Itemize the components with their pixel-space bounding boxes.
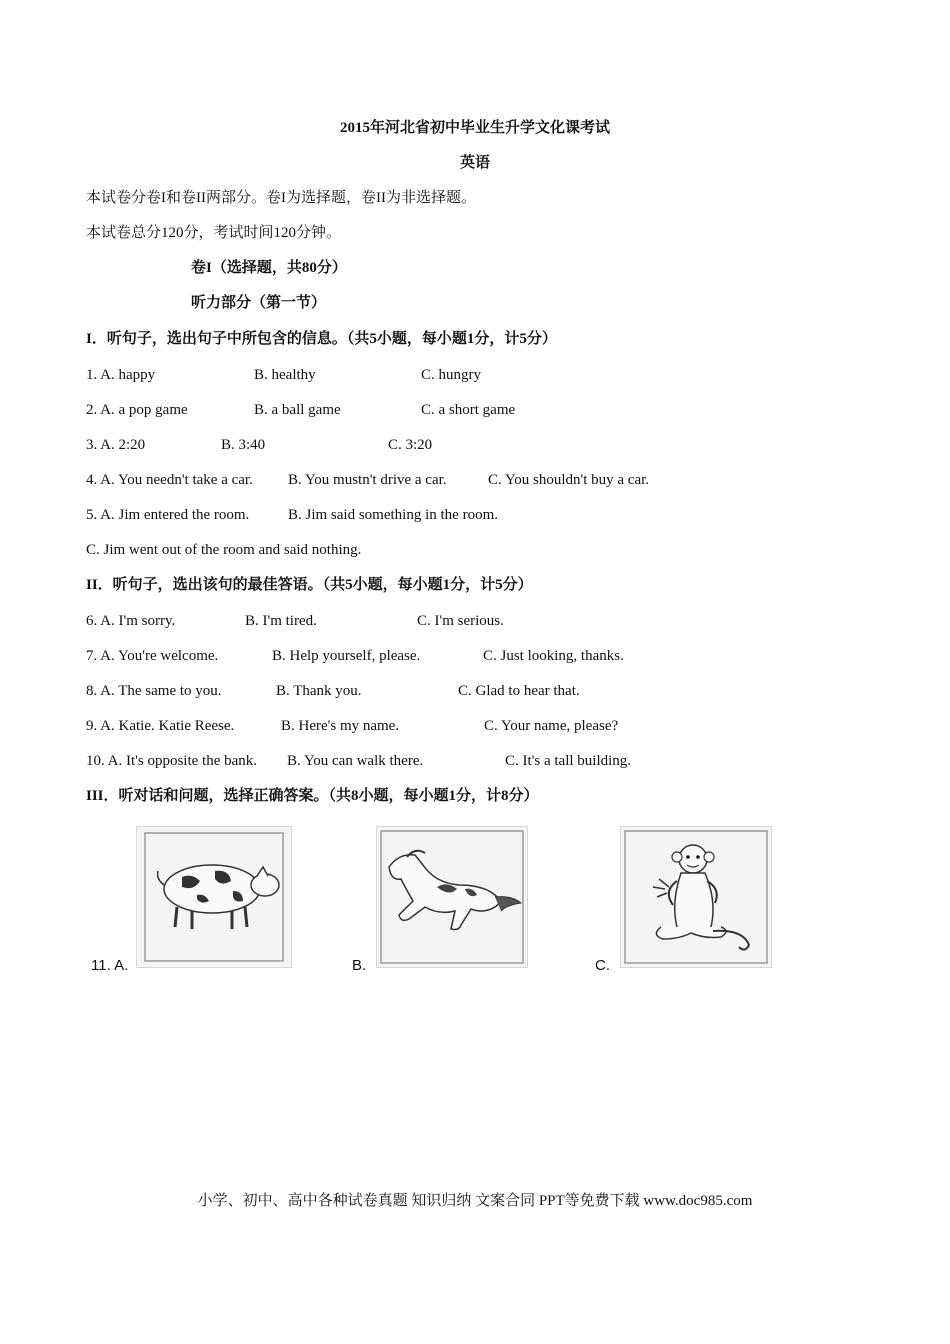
q11-label-a: 11. A. — [91, 957, 129, 974]
exam-title: 2015年河北省初中毕业生升学文化课考试 — [339, 120, 610, 136]
footer-text: 小学、初中、高中各种试卷真题 知识归纳 文案合同 PPT等免费下载 www.doc985.com — [197, 1193, 753, 1209]
q4-option-b: B. You mustn't drive a car. — [288, 472, 447, 488]
section1-heading: I．听句子，选出句子中所包含的信息。（共5小题，每小题1分，计5分） — [86, 331, 557, 347]
q8-option-a: 8. A. The same to you. — [86, 683, 222, 699]
q10-option-a: 10. A. It's opposite the bank. — [86, 753, 258, 769]
q9-option-b: B. Here's my name. — [281, 718, 400, 734]
part1-heading: 卷I（选择题，共80分） — [191, 260, 347, 276]
pig-picture — [136, 826, 292, 968]
q6-option-a: 6. A. I'm sorry. — [86, 613, 176, 629]
monkey-icon — [621, 827, 771, 967]
q2-option-c: C. a short game — [421, 402, 516, 418]
intro-line-1: 本试卷分卷I和卷II两部分。卷I为选择题，卷II为非选择题。 — [86, 190, 476, 206]
intro-line-2: 本试卷总分120分，考试时间120分钟。 — [86, 225, 342, 241]
q8-option-c: C. Glad to hear that. — [458, 683, 580, 699]
horse-icon — [377, 827, 527, 967]
subject-title: 英语 — [459, 155, 490, 171]
section2-heading: II．听句子，选出该句的最佳答语。（共5小题，每小题1分，计5分） — [86, 577, 533, 593]
pig-icon — [137, 827, 291, 967]
q11-label-c: C. — [595, 957, 610, 974]
q5-option-c: C. Jim went out of the room and said nothing. — [86, 542, 362, 558]
monkey-picture — [620, 826, 772, 968]
q10-option-c: C. It's a tall building. — [505, 753, 632, 769]
q3-option-a: 3. A. 2:20 — [86, 437, 146, 453]
q7-option-b: B. Help yourself, please. — [272, 648, 421, 664]
q2-option-a: 2. A. a pop game — [86, 402, 188, 418]
q1-option-a: 1. A. happy — [86, 367, 156, 383]
q10-option-b: B. You can walk there. — [287, 753, 424, 769]
q5-option-b: B. Jim said something in the room. — [288, 507, 498, 523]
horse-picture — [376, 826, 528, 968]
q3-option-b: B. 3:40 — [221, 437, 266, 453]
q11-label-b: B. — [352, 957, 367, 974]
section3-heading: III．听对话和问题，选择正确答案。（共8小题，每小题1分，计8分） — [86, 788, 539, 804]
q5-option-a: 5. A. Jim entered the room. — [86, 507, 250, 523]
q9-option-c: C. Your name, please? — [484, 718, 619, 734]
q6-option-b: B. I'm tired. — [245, 613, 317, 629]
listening-heading: 听力部分（第一节） — [191, 295, 327, 311]
q9-option-a: 9. A. Katie. Katie Reese. — [86, 718, 235, 734]
q4-option-c: C. You shouldn't buy a car. — [488, 472, 650, 488]
q6-option-c: C. I'm serious. — [417, 613, 504, 629]
q7-option-c: C. Just looking, thanks. — [483, 648, 624, 664]
q1-option-b: B. healthy — [254, 367, 316, 383]
q1-option-c: C. hungry — [421, 367, 481, 383]
q8-option-b: B. Thank you. — [276, 683, 362, 699]
q7-option-a: 7. A. You're welcome. — [86, 648, 219, 664]
q4-option-a: 4. A. You needn't take a car. — [86, 472, 253, 488]
q3-option-c: C. 3:20 — [388, 437, 433, 453]
q2-option-b: B. a ball game — [254, 402, 341, 418]
